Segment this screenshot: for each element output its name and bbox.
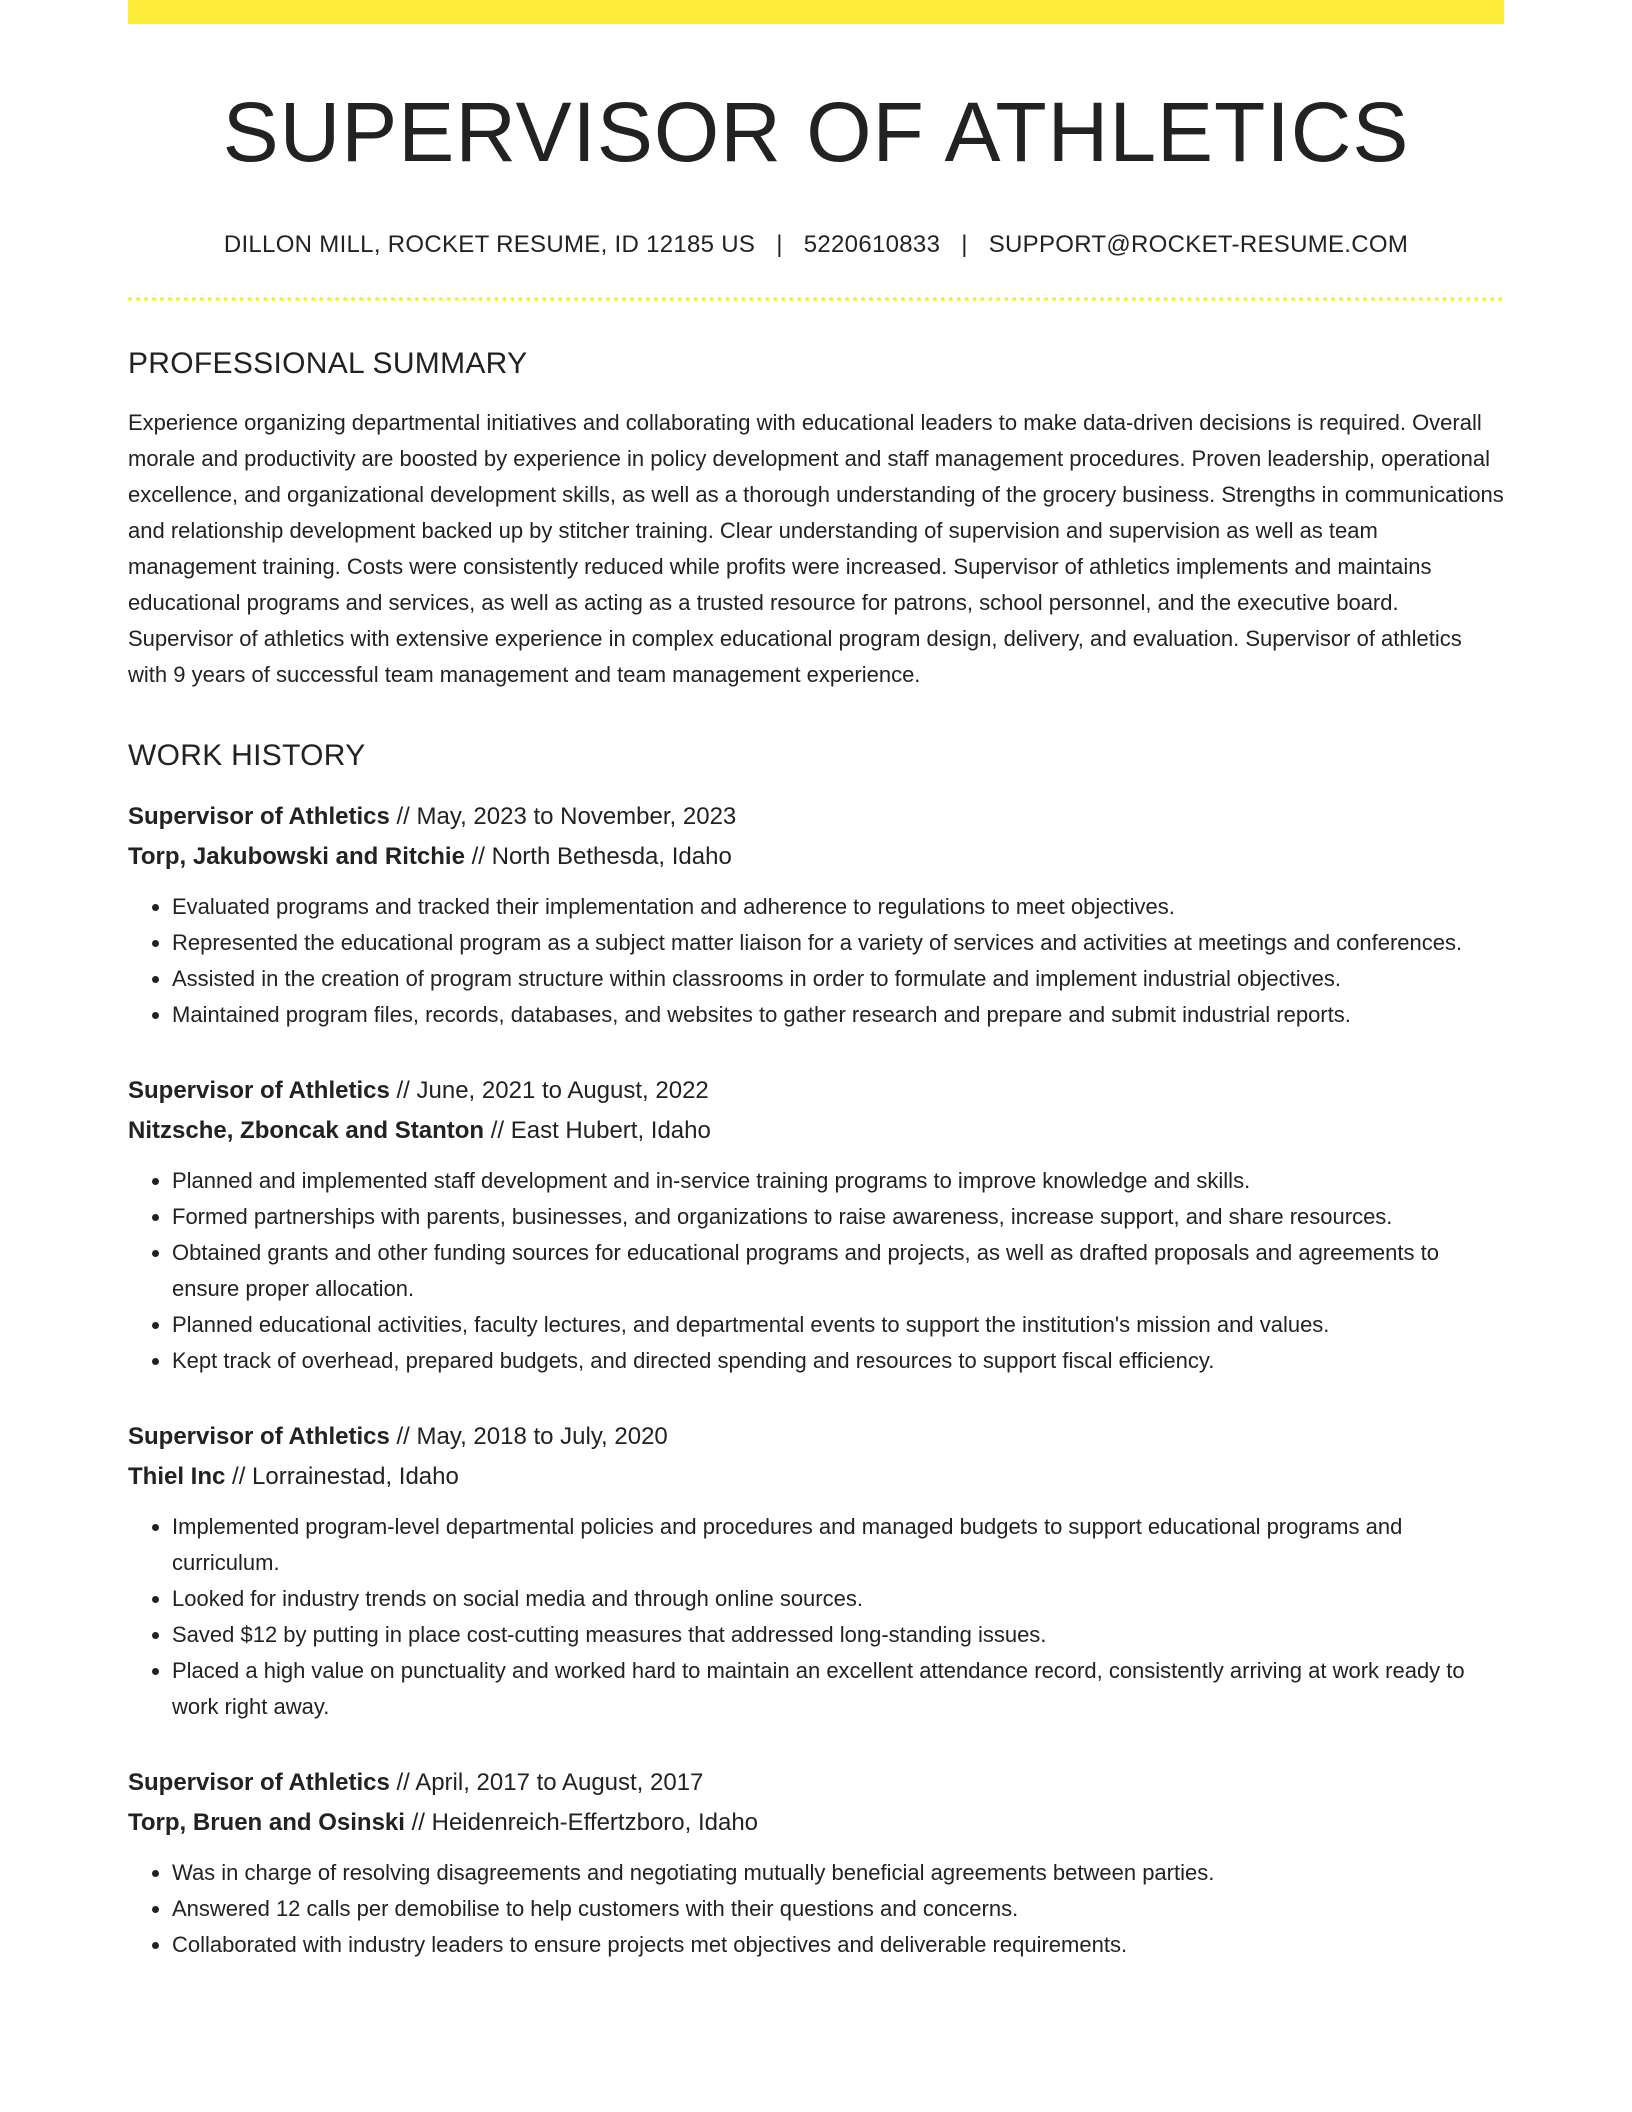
- job-bullet: • Evaluated programs and tracked their implementation and adherence to regulations to meet objectives.: [172, 889, 1504, 925]
- job-company-line: [128, 1457, 1504, 1497]
- job-dates: // May, 2023 to November, 2023: [389, 802, 737, 830]
- contact-line: [128, 231, 1504, 259]
- job-bullet-list: [128, 1509, 1504, 1725]
- job-bullet: • Maintained program files, records, databases, and websites to gather research and prepare and submit industrial reports.: [172, 997, 1504, 1033]
- job-bullet: • Answered 12 calls per demobilise to help customers with their questions and concerns.: [172, 1891, 1504, 1927]
- job-company-line: [128, 1803, 1504, 1843]
- job-bullet-list: [128, 1163, 1504, 1379]
- job-company-line: [128, 1111, 1504, 1151]
- job-location: // Heidenreich-Effertzboro, Idaho: [404, 1808, 759, 1836]
- contact-separator: |: [961, 230, 968, 258]
- job-company: Torp, Bruen and Osinski: [128, 1808, 405, 1836]
- job-role-line: [128, 1071, 1504, 1111]
- job-bullet: • Obtained grants and other funding sources for educational programs and projects, as well as drafted proposals and agreements to ensure proper allocation.: [172, 1235, 1504, 1307]
- job-bullet: • Was in charge of resolving disagreements and negotiating mutually beneficial agreements between parties.: [172, 1855, 1504, 1891]
- job-location: // East Hubert, Idaho: [484, 1116, 711, 1144]
- job-company: Torp, Jakubowski and Ritchie: [128, 842, 465, 870]
- job-bullet: • Represented the educational program as a subject matter liaison for a variety of services and activities at meetings and conferences.: [172, 925, 1504, 961]
- job-role-line: [128, 1763, 1504, 1803]
- job-bullet: • Planned educational activities, faculty lectures, and departmental events to support the institution's mission and values.: [172, 1307, 1504, 1343]
- contact-email[interactable]: SUPPORT@ROCKET-RESUME.COM: [988, 230, 1409, 258]
- job-role: Supervisor of Athletics: [128, 1422, 390, 1450]
- job-dates: // June, 2021 to August, 2022: [389, 1076, 709, 1104]
- job-bullet: • Looked for industry trends on social media and through online sources.: [172, 1581, 1504, 1617]
- summary-heading: PROFESSIONAL SUMMARY: [128, 346, 528, 380]
- contact-phone[interactable]: 5220610833: [803, 230, 941, 258]
- job-role-line: [128, 1417, 1504, 1457]
- job-dates: // May, 2018 to July, 2020: [389, 1422, 668, 1450]
- job-role-line: [128, 797, 1504, 837]
- job-entry: [128, 1763, 1504, 1963]
- job-dates: // April, 2017 to August, 2017: [389, 1768, 704, 1796]
- job-bullet: • Collaborated with industry leaders to ensure projects met objectives and deliverable requirements.: [172, 1927, 1504, 1963]
- summary-text: Experience organizing departmental initiatives and collaborating with educational leaders to make data-driven decisions is required. Overall morale and productivity are boosted by experience in policy development and staff management procedures. Proven leadership, operational excellence, and organizational development skills, as well as a thorough understanding of the grocery business. Strengths in communications and relationship development backed up by stitcher training. Clear understanding of supervision and supervision as well as team management training. Costs were consistently reduced while profits were increased. Supervisor of athletics implements and maintains educational programs and services, as well as acting as a trusted resource for patrons, school personnel, and the executive board. Supervisor of athletics with extensive experience in complex educational program design, delivery, and evaluation. Supervisor of athletics with 9 years of successful team management and team management experience.: [128, 409, 1504, 687]
- job-bullet: • Saved $12 by putting in place cost-cutting measures that addressed long-standing issues.: [172, 1617, 1504, 1653]
- resume-title: SUPERVISOR OF ATHLETICS: [222, 85, 1410, 179]
- job-role: Supervisor of Athletics: [128, 802, 390, 830]
- header-divider: [128, 297, 1504, 301]
- job-company-line: [128, 837, 1504, 877]
- job-bullet-list: [128, 1855, 1504, 1963]
- job-location: // North Bethesda, Idaho: [464, 842, 732, 870]
- work-history-section: [128, 739, 1504, 1963]
- job-bullet: • Formed partnerships with parents, businesses, and organizations to raise awareness, increase support, and share resources.: [172, 1199, 1504, 1235]
- job-bullet: • Assisted in the creation of program structure within classrooms in order to formulate and implement industrial objectives.: [172, 961, 1504, 997]
- job-company: Thiel Inc: [128, 1462, 226, 1490]
- job-bullet: • Planned and implemented staff development and in-service training programs to improve knowledge and skills.: [172, 1163, 1504, 1199]
- job-bullet: • Kept track of overhead, prepared budgets, and directed spending and resources to support fiscal efficiency.: [172, 1343, 1504, 1379]
- job-bullet: • Placed a high value on punctuality and worked hard to maintain an excellent attendance record, consistently arriving at work ready to work right away.: [172, 1653, 1504, 1725]
- job-entry: [128, 797, 1504, 1033]
- job-role: Supervisor of Athletics: [128, 1076, 390, 1104]
- work-history-heading: WORK HISTORY: [128, 738, 366, 772]
- job-location: // Lorrainestad, Idaho: [225, 1462, 459, 1490]
- professional-summary-section: [128, 347, 1504, 693]
- contact-address: DILLON MILL, ROCKET RESUME, ID 12185 US: [223, 230, 756, 258]
- job-role: Supervisor of Athletics: [128, 1768, 390, 1796]
- accent-top-bar: [128, 0, 1504, 24]
- contact-separator: |: [776, 230, 783, 258]
- job-bullet-list: [128, 889, 1504, 1033]
- resume-page: [128, 0, 1504, 1963]
- job-bullet: • Implemented program-level departmental policies and procedures and managed budgets to support educational programs and curriculum.: [172, 1509, 1504, 1581]
- job-company: Nitzsche, Zboncak and Stanton: [128, 1116, 485, 1144]
- job-entry: [128, 1071, 1504, 1379]
- job-entry: [128, 1417, 1504, 1725]
